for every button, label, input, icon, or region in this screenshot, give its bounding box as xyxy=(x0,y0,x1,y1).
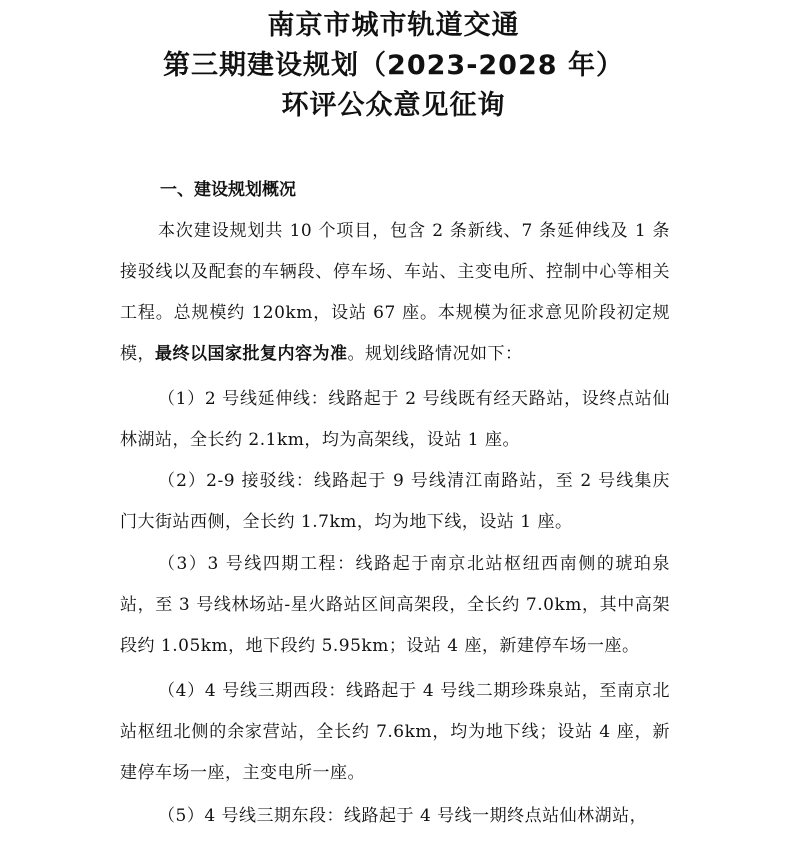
title-line-2: 第三期建设规划（2023-2028 年） xyxy=(163,50,624,81)
line-item-5: （5）4 号线三期东段：线路起于 4 号线一期终点站仙林湖站， xyxy=(158,806,648,826)
line-item-1: （1）2 号线延伸线：线路起于 2 号线既有经天路站，设终点站仙林湖站，全长约 2.1km，均为高架线，设站 1 座。 xyxy=(120,389,670,450)
overview-intro: 本次建设规划共 10 个项目，包含 2 条新线、7 条延伸线及 1 条接驳线以及配套的车辆段、停车场、车站、主变电所、控制中心等相关工程。总规模约 120km，设站 67 座。本规模为征求意见阶段初定规模， xyxy=(120,221,670,364)
overview-tail: 。规划线路情况如下： xyxy=(347,344,523,364)
title-line-1: 南京市城市轨道交通 xyxy=(267,10,520,41)
line-item-3: （3）3 号线四期工程：线路起于南京北站枢纽西南侧的琥珀泉站，至 3 号线林场站-星火路站区间高架段，全长约 7.0km，其中高架段约 1.05km，地下段约 5.95km；设站 4 座，新建停车场一座。 xyxy=(120,554,670,656)
line-item-4: （4）4 号线三期西段：线路起于 4 号线二期珍珠泉站，至南京北站枢纽北侧的余家营站，全长约 7.6km，均为地下线；设站 4 座，新建停车场一座，主变电所一座。 xyxy=(120,681,670,783)
section-heading: 一、建设规划概况 xyxy=(160,180,296,200)
document-title xyxy=(0,6,787,126)
line-item-2: （2）2-9 接驳线：线路起于 9 号线清江南路站，至 2 号线集庆门大街站西侧，全长约 1.7km，均为地下线，设站 1 座。 xyxy=(120,471,670,532)
title-line-3: 环评公众意见征询 xyxy=(281,90,506,121)
overview-bold-note: 最终以国家批复内容为准 xyxy=(155,344,348,364)
overview-paragraph xyxy=(120,211,670,375)
